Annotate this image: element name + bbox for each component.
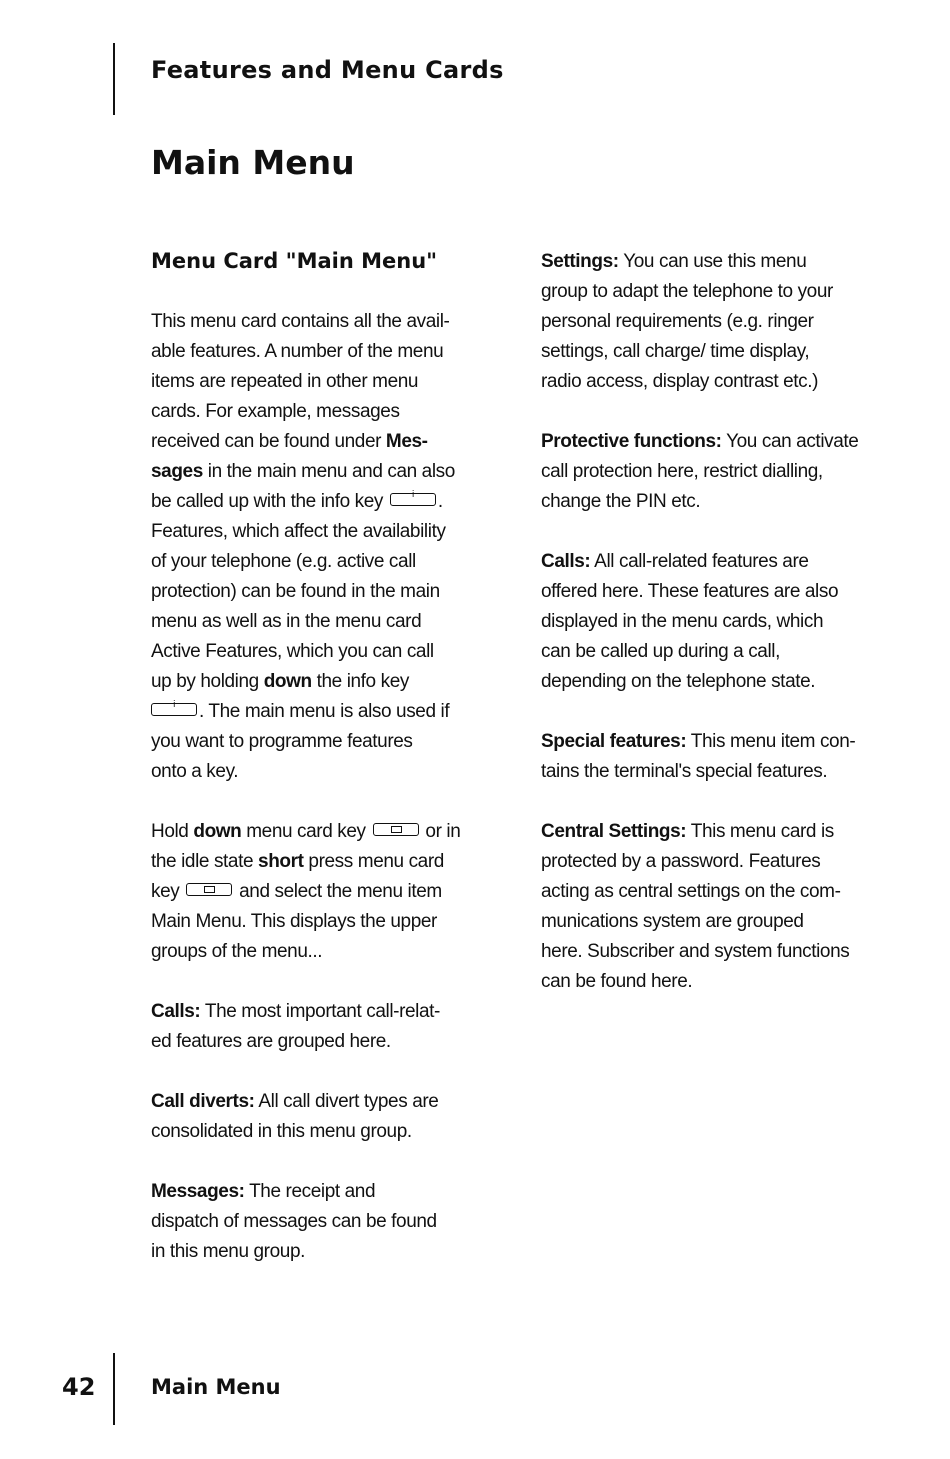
text-line: Special features: This menu item con- — [541, 731, 856, 752]
text-line: protection) can be found in the main — [151, 581, 440, 602]
messages-paragraph — [151, 1177, 481, 1267]
text-line: able features. A number of the menu — [151, 341, 444, 362]
intro-paragraph — [151, 307, 481, 787]
text-line: cards. For example, messages — [151, 401, 400, 422]
central-settings-paragraph — [541, 817, 881, 997]
text-line: Call diverts: All call divert types are — [151, 1091, 439, 1112]
text-line: radio access, display contrast etc.) — [541, 371, 819, 392]
text-line: Central Settings: This menu card is — [541, 821, 834, 842]
left-column — [151, 247, 481, 1297]
text-line: munications system are grouped — [541, 911, 804, 932]
page-number: 42 — [62, 1373, 96, 1401]
text-line: ed features are grouped here. — [151, 1031, 391, 1052]
text-line: Messages: The receipt and — [151, 1181, 376, 1202]
text-line: change the PIN etc. — [541, 491, 701, 512]
menu-card-key-icon — [373, 823, 419, 836]
text-line: menu as well as in the menu card — [151, 611, 422, 632]
text-line: This menu card contains all the avail- — [151, 311, 450, 332]
special-features-paragraph — [541, 727, 881, 787]
info-key-icon — [151, 703, 197, 716]
text-line: groups of the menu... — [151, 941, 323, 962]
text-line: displayed in the menu cards, which — [541, 611, 824, 632]
footer-divider — [113, 1353, 115, 1425]
text-line: in this menu group. — [151, 1241, 305, 1262]
settings-paragraph — [541, 247, 881, 397]
header-divider — [113, 43, 115, 115]
text-line: Active Features, which you can call — [151, 641, 434, 662]
hold-down-paragraph — [151, 817, 481, 967]
text-line: dispatch of messages can be found — [151, 1211, 437, 1232]
text-line: up by holding down the info key — [151, 671, 409, 692]
text-line: you want to programme features — [151, 731, 413, 752]
page-title: Main Menu — [151, 143, 355, 182]
text-line: acting as central settings on the com- — [541, 881, 841, 902]
text-line: of your telephone (e.g. active call — [151, 551, 416, 572]
text-line: onto a key. — [151, 761, 239, 782]
info-key-icon — [390, 493, 436, 506]
section-heading: Menu Card "Main Menu" — [151, 249, 438, 273]
right-column — [541, 247, 881, 1027]
text-line: here. Subscriber and system functions — [541, 941, 850, 962]
text-line: sages in the main menu and can also — [151, 461, 455, 482]
running-footer: Main Menu — [151, 1375, 281, 1399]
text-line: key and select the menu item — [151, 881, 442, 902]
text-line: depending on the telephone state. — [541, 671, 816, 692]
text-line: Calls: All call-related features are — [541, 551, 809, 572]
call-diverts-paragraph — [151, 1087, 481, 1147]
text-line: call protection here, restrict dialling, — [541, 461, 823, 482]
text-line: Main Menu. This displays the upper — [151, 911, 437, 932]
text-line: settings, call charge/ time display, — [541, 341, 810, 362]
calls-paragraph — [151, 997, 481, 1057]
menu-card-key-icon — [186, 883, 232, 896]
text-line: items are repeated in other menu — [151, 371, 419, 392]
text-line: consolidated in this menu group. — [151, 1121, 412, 1142]
text-line: Settings: You can use this menu — [541, 251, 807, 272]
text-line: the idle state short press menu card — [151, 851, 444, 872]
text-line: received can be found under Mes- — [151, 431, 428, 452]
text-line: Hold down menu card key or in — [151, 821, 461, 842]
text-line: i. The main menu is also used if — [151, 697, 481, 727]
text-line: protected by a password. Features — [541, 851, 821, 872]
protective-functions-paragraph — [541, 427, 881, 517]
calls-paragraph — [541, 547, 881, 697]
text-line: Features, which affect the availability — [151, 521, 446, 542]
running-header: Features and Menu Cards — [151, 56, 504, 84]
text-line: group to adapt the telephone to your — [541, 281, 833, 302]
text-line: Calls: The most important call-relat- — [151, 1001, 440, 1022]
text-line: can be called up during a call, — [541, 641, 780, 662]
text-line: personal requirements (e.g. ringer — [541, 311, 814, 332]
text-line: can be found here. — [541, 971, 693, 992]
text-line: offered here. These features are also — [541, 581, 839, 602]
text-line: Protective functions: You can activate — [541, 431, 859, 452]
text-line: tains the terminal's special features. — [541, 761, 828, 782]
text-line: be called up with the info key i . — [151, 487, 481, 517]
